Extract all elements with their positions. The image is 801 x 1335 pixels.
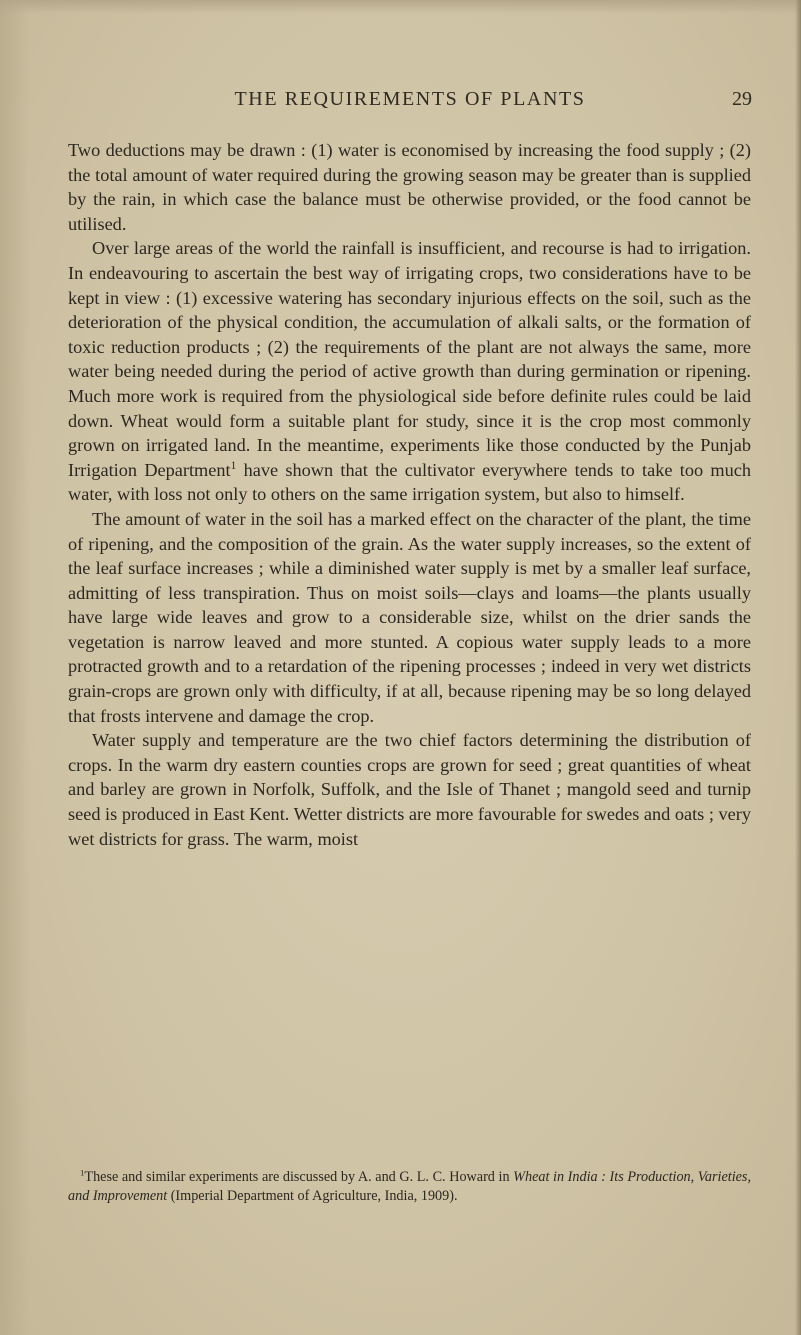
paragraph-2-tail: have shown that the cultivator everywhere tends to take too much water, with loss not only to others on the same irrigation system, but also to himself. (68, 459, 751, 505)
running-head: THE REQUIREMENTS OF PLANTS (234, 88, 586, 110)
page-shadow-left (0, 0, 30, 1335)
paragraph-2 (68, 236, 751, 507)
page-shadow-top (0, 0, 801, 14)
footnote-reference: 1 (230, 459, 237, 472)
footnote-marker: 1 (80, 1167, 85, 1178)
footnote-book-title: Wheat in India : Its Production, Varieties, and Improvement (68, 1169, 751, 1204)
paragraph-1: Two deductions may be drawn : (1) water is economised by increasing the food supply ; (2) the total amount of water required during the growing season may be greater than is supplied by the rain, in which case the balance must be otherwise provided, or the food cannot be utilised. (68, 140, 751, 234)
paragraph-2-text: Over large areas of the world the rainfall is insufficient, and recourse is had to irrigation. In endeavouring to ascertain the best way of irrigating crops, two considerations have to be kept in view : (1) excessive watering has secondary injurious effects on the soil, such as the deterioration of the physical condition, the accumulation of alkali salts, or the formation of toxic reduction products ; (2) the requirements of the plant are not always the same, more water being needed during the period of active growth than during germination or ripening. Much more work is required from the physiological side before definite rules could be laid down. Wheat would form a suitable plant for study, since it is the crop most commonly grown on irrigated land. In the meantime, experiments like those conducted by the Punjab Irrigation Department (68, 238, 751, 480)
paragraph-3: The amount of water in the soil has a marked effect on the character of the plant, the time of ripening, and the composition of the grain. As the water supply increases, so the extent of the leaf surface increases ; while a diminished water supply is met by a smaller leaf surface, admitting of less transpiration. Thus on moist soils—clays and loams—the plants usually have large wide leaves and grow to a considerable size, whilst on the drier sands the vegetation is narrow leaved and more stunted. A copious water supply leads to a more protracted growth and to a retardation of the ripening processes ; indeed in very wet districts grain-crops are grown only with difficulty, if at all, because ripening may be so long delayed that frosts intervene and damage the crop. (68, 508, 751, 726)
page-number: 29 (732, 88, 752, 110)
footnote (68, 1168, 751, 1206)
page-shadow-right (795, 0, 801, 1335)
footnote-lead: These and similar experiments are discussed by A. and G. L. C. Howard in (84, 1169, 514, 1185)
body-text (68, 138, 751, 851)
footnote-tail: (Imperial Department of Agriculture, India, 1909). (167, 1188, 458, 1204)
page-header (68, 88, 752, 118)
paragraph-4: Water supply and temperature are the two chief factors determining the distribution of crops. In the warm dry eastern counties crops are grown for seed ; great quantities of wheat and barley are grown in Norfolk, Suffolk, and the Isle of Thanet ; mangold seed and turnip seed is produced in East Kent. Wetter districts are more favourable for swedes and oats ; very wet districts for grass. The warm, moist (68, 730, 752, 849)
footnote-text (68, 1168, 751, 1206)
